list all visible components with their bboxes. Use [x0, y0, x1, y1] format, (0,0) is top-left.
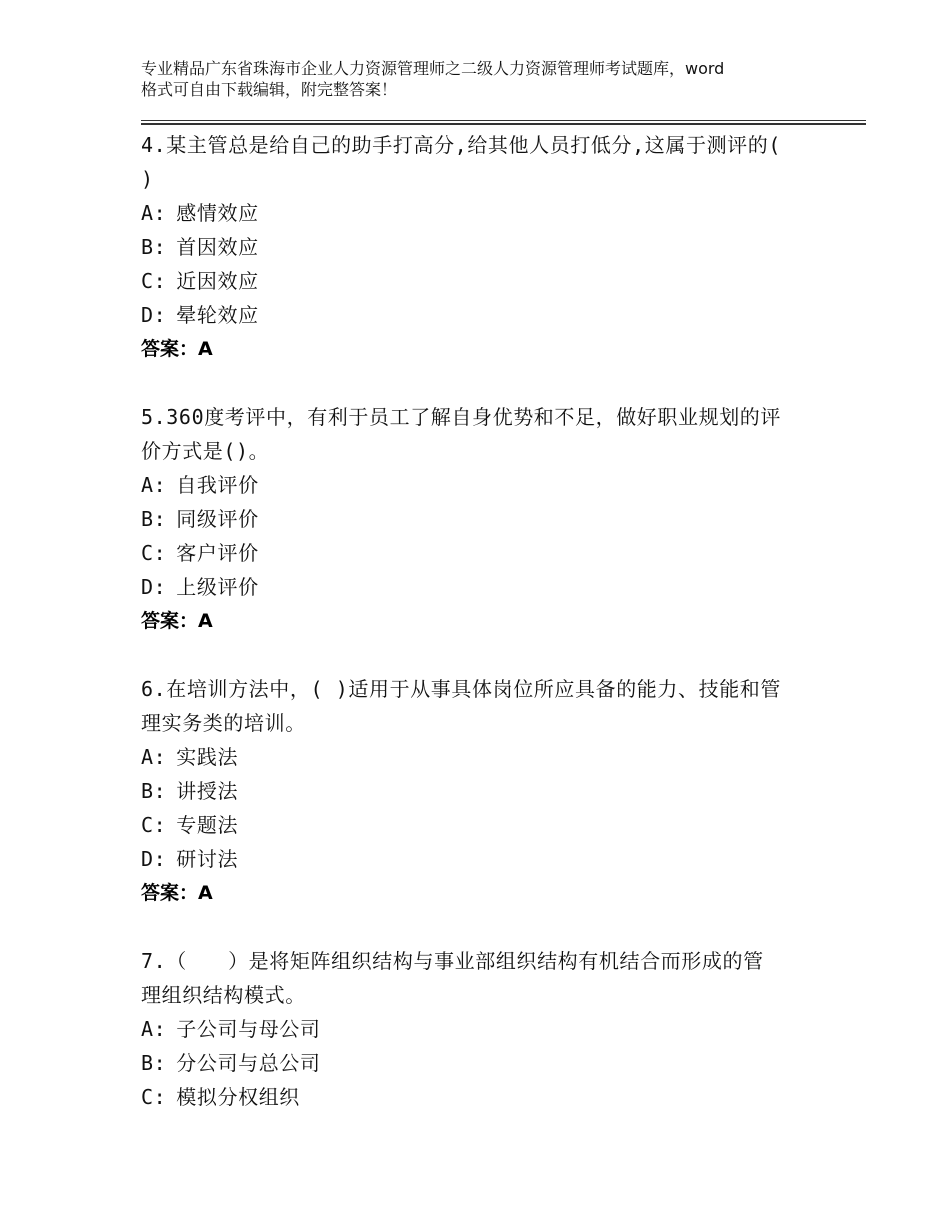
option-text: 晕轮效应	[176, 303, 259, 327]
option-text: 专题法	[176, 813, 239, 837]
option-letter: B:	[141, 235, 167, 259]
option-text: 近因效应	[176, 269, 259, 293]
document-header	[141, 58, 841, 100]
option-b	[141, 502, 841, 536]
option-text: 讲授法	[176, 779, 239, 803]
option-text: 感情效应	[176, 201, 259, 225]
option-c	[141, 536, 841, 570]
option-letter: D:	[141, 303, 167, 327]
question-stem-line-1: 6.在培训方法中，( )适用于从事具体岗位所应具备的能力、技能和管	[141, 677, 782, 701]
question-spacer	[141, 910, 841, 944]
option-a	[141, 740, 841, 774]
question-stem-line-2: 价方式是()。	[141, 439, 270, 463]
question-stem-line-1: 5.360度考评中，有利于员工了解自身优势和不足，做好职业规划的评	[141, 405, 782, 429]
option-text: 客户评价	[176, 541, 259, 565]
option-text: 子公司与母公司	[176, 1017, 321, 1041]
question-spacer	[141, 638, 841, 672]
option-c	[141, 1080, 841, 1114]
option-letter: B:	[141, 779, 167, 803]
question-stem-line-2: )	[141, 167, 154, 191]
option-letter: C:	[141, 813, 167, 837]
option-letter: B:	[141, 1051, 167, 1075]
option-b	[141, 1046, 841, 1080]
option-d	[141, 570, 841, 604]
option-a	[141, 196, 841, 230]
option-letter: D:	[141, 847, 167, 871]
option-letter: C:	[141, 269, 167, 293]
question-6	[141, 672, 841, 910]
option-text: 模拟分权组织	[176, 1085, 300, 1109]
option-text: 上级评价	[176, 575, 259, 599]
option-letter: A:	[141, 473, 167, 497]
option-text: 同级评价	[176, 507, 259, 531]
question-7	[141, 944, 841, 1114]
question-stem-line-2: 理实务类的培训。	[141, 711, 306, 735]
option-d	[141, 842, 841, 876]
header-divider	[141, 120, 866, 125]
header-line-2: 格式可自由下载编辑，附完整答案！	[141, 80, 398, 99]
header-line-1: 专业精品广东省珠海市企业人力资源管理师之二级人力资源管理师考试题库，word	[141, 59, 725, 78]
option-letter: D:	[141, 575, 167, 599]
question-4	[141, 128, 841, 366]
option-a	[141, 468, 841, 502]
question-stem-line-2: 理组织结构模式。	[141, 983, 306, 1007]
option-letter: C:	[141, 1085, 167, 1109]
option-text: 自我评价	[176, 473, 259, 497]
option-text: 分公司与总公司	[176, 1051, 321, 1075]
option-letter: A:	[141, 1017, 167, 1041]
answer-label: 答案：A	[141, 610, 213, 632]
option-a	[141, 1012, 841, 1046]
option-text: 研讨法	[176, 847, 239, 871]
question-stem-line-1: 7.（ ）是将矩阵组织结构与事业部组织结构有机结合而形成的管	[141, 949, 764, 973]
answer-label: 答案：A	[141, 338, 213, 360]
option-letter: A:	[141, 201, 167, 225]
answer-label: 答案：A	[141, 882, 213, 904]
option-letter: A:	[141, 745, 167, 769]
question-5	[141, 400, 841, 638]
option-b	[141, 230, 841, 264]
option-b	[141, 774, 841, 808]
option-text: 首因效应	[176, 235, 259, 259]
option-text: 实践法	[176, 745, 239, 769]
option-c	[141, 808, 841, 842]
question-stem-line-1: 4.某主管总是给自己的助手打高分,给其他人员打低分,这属于测评的(	[141, 133, 782, 157]
question-list	[141, 128, 841, 1114]
option-c	[141, 264, 841, 298]
option-d	[141, 298, 841, 332]
question-spacer	[141, 366, 841, 400]
option-letter: C:	[141, 541, 167, 565]
option-letter: B:	[141, 507, 167, 531]
